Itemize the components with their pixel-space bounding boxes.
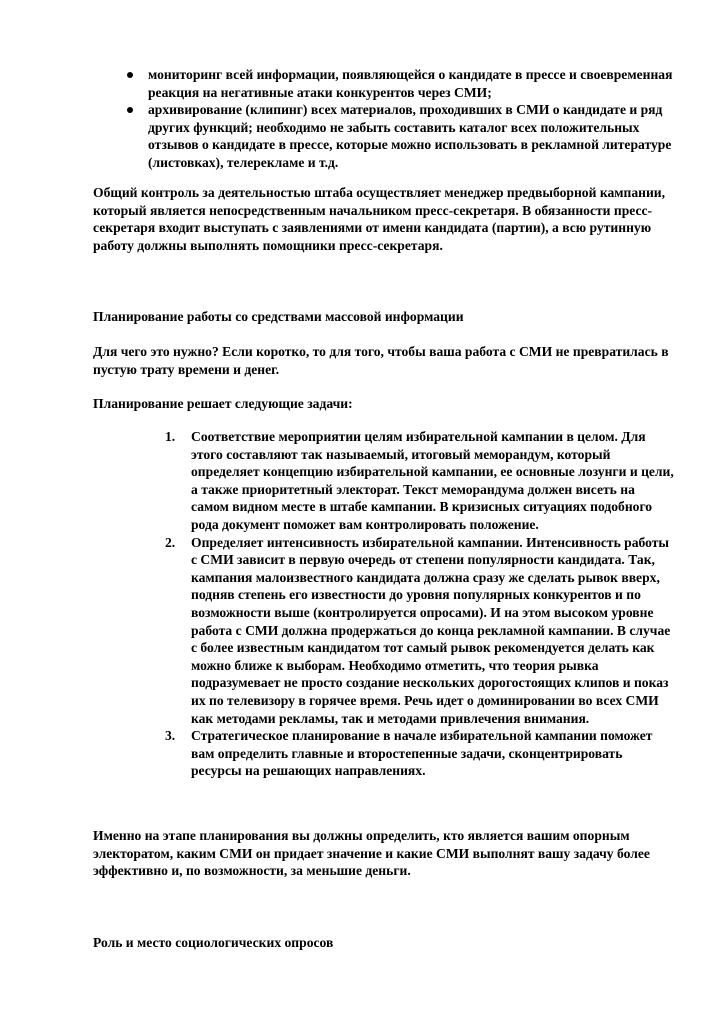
heading-sociology: Роль и место социологических опросов (93, 935, 334, 950)
task-number: 2. (165, 534, 176, 550)
bullet-list (120, 66, 680, 172)
tasks-list (165, 428, 675, 780)
task-item (165, 428, 675, 534)
paragraph-tasks-intro: Планирование решает следующие задачи: (93, 396, 353, 411)
bullet-text: архивирование (клипинг) всех материалов, проходивших в СМИ о кандидате и ряд других функций; необходимо не забыть составить каталог всех положительных отзывов о кандидате в прессе, которые можно использовать в рекламной литературе (листовках), телерекламе и т.д. (148, 102, 672, 170)
task-text: Соответствие мероприятии целям избирательной кампании в целом. Для этого составляют так называемый, итоговый меморандум, который определяет концепцию избирательной кампании, ее основные лозунги и цели, а также приоритетный электорат. Текст меморандума должен висеть на самом видном месте в штабе кампании. В кризисных ситуациях подобного рода документ поможет вам контролировать положение. (191, 429, 674, 532)
paragraph-why: Для чего это нужно? Если коротко, то для того, чтобы ваша работа с СМИ не превратилась в пустую трату времени и денег. (93, 344, 669, 377)
bullet-item (120, 66, 680, 101)
paragraph-control: Общий контроль за деятельностью штаба осуществляет менеджер предвыборной кампании, который является непосредственным начальником пресс-секретаря. В обязанности пресс-секретаря входит выступать с заявлениями от имени кандидата (партии), а всю рутинную работу должны выполнять помощники пресс-секретаря. (93, 185, 666, 253)
task-text: Определяет интенсивность избирательной кампании. Интенсивность работы с СМИ зависит в первую очередь от степени популярности кандидата. Так, кампания малоизвестного кандидата должна сразу же сделать рывок вверх, подняв степень его известности до уровня популярных конкурентов и по возможности выше (контролируется опросами). И на этом высоком уровне работа с СМИ должна продержаться до конца рекламной кампании. В случае с более известным кандидатом тот самый рывок рекомендуется делать как можно ближе к выборам. Необходимо отметить, что теория рывка подразумевает не просто создание нескольких дорогостоящих клипов и показ их по телевизору в горячее время. Речь идет о доминировании во всех СМИ как методами рекламы, так и методами привлечения внимания. (191, 534, 671, 726)
task-text: Стратегическое планирование в начале избирательной кампании поможет вам определить главные и второстепенные задачи, сконцентрировать ресурсы на решающих направлениях. (191, 728, 653, 779)
heading-planning: Планирование работы со средствами массовой информации (93, 309, 464, 324)
bullet-dot-icon (127, 107, 133, 113)
task-number: 3. (165, 728, 176, 744)
bullet-item (120, 101, 680, 171)
bullet-dot-icon (127, 72, 133, 78)
task-item (165, 534, 675, 728)
task-number: 1. (165, 429, 176, 444)
paragraph-electorate: Именно на этапе планирования вы должны определить, кто является вашим опорным электоратом, каким СМИ он придает значение и какие СМИ выполнят вашу задачу более эффективно и, по возможности, за меньшие деньги. (93, 828, 650, 879)
bullet-text: мониторинг всей информации, появляющейся о кандидате в прессе и своевременная реакция на негативные атаки конкурентов через СМИ; (148, 67, 673, 100)
task-item (165, 727, 675, 780)
